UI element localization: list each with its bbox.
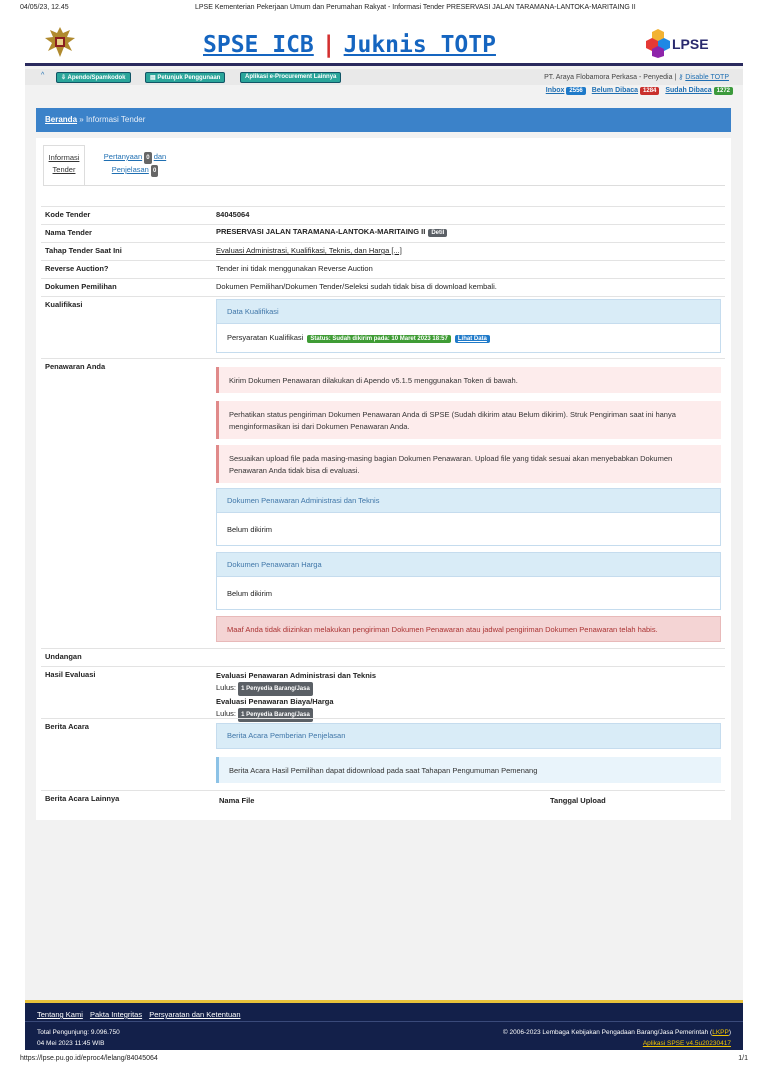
berita-acara-penjelasan-link[interactable]: Berita Acara Pemberian Penjelasan: [217, 724, 720, 748]
petunjuk-button[interactable]: ▤ Petunjuk Penggunaan: [145, 72, 225, 83]
hasil-harga-lulus-label: Lulus:: [216, 709, 237, 718]
penawaran-label: Penawaran Anda: [45, 362, 106, 371]
print-footer: [20, 1055, 748, 1062]
row-kualifikasi: [41, 296, 725, 358]
footer-copyright: © 2006-2023 Lembaga Kebijakan Pengadaan Barang/Jasa Pemerintah (LKPP) Aplikasi SPSE v4.5u20230417: [502, 1029, 731, 1047]
kualifikasi-panel-title: Data Kualifikasi: [217, 300, 720, 324]
dokumen-pemilihan-value: Dokumen Pemilihan/Dokumen Tender/Seleksi sudah tidak bisa di download kembali.: [216, 282, 497, 291]
footer-link-pakta[interactable]: Pakta Integritas: [89, 1010, 143, 1019]
hasil-admin-lulus-label: Lulus:: [216, 683, 237, 692]
row-berita-acara-lainnya: [41, 790, 725, 816]
row-nama-tender: [41, 224, 725, 242]
nama-tender-label: Nama Tender: [45, 228, 92, 237]
alert-status-pengiriman: Perhatikan status pengiriman Dokumen Penawaran Anda di SPSE (Sudah dikirim atau Belum dikirim). Struk Pengiriman saat ini hanya menginformasikan isi dari Dokumen Penawaran Anda.: [216, 401, 721, 439]
brand-juknis-link[interactable]: Juknis TOTP: [343, 32, 496, 58]
undangan-label: Undangan: [45, 652, 82, 661]
kualifikasi-status-badge: Status: Sudah dikirim pada: 10 Maret 2023 18:57: [307, 335, 450, 343]
panel-administrasi-status: Belum dikirim: [227, 525, 273, 534]
main-content: [36, 138, 731, 820]
apendo-button[interactable]: ⇩ Apendo/Spamkodok: [56, 72, 131, 83]
hasil-harga-badge: 1 Penyedia Barang/Jasa: [238, 708, 313, 722]
kualifikasi-panel: [216, 299, 721, 353]
spse-version-link[interactable]: Aplikasi SPSE v4.5u20230417: [642, 1040, 731, 1047]
berita-lainnya-label: Berita Acara Lainnya: [45, 794, 120, 803]
berita-acara-info: Berita Acara Hasil Pemilihan dapat didownload pada saat Tahapan Pengumuman Pemenang: [216, 757, 721, 783]
berita-acara-panel: [216, 723, 721, 749]
tab-divider: [43, 185, 725, 186]
user-info: [544, 73, 729, 81]
panel-harga-title: Dokumen Penawaran Harga: [217, 553, 720, 577]
inbox-link[interactable]: Inbox: [545, 87, 565, 94]
row-penawaran: [41, 358, 725, 648]
row-kode-tender: [41, 206, 725, 224]
tahap-tender-link[interactable]: Evaluasi Administrasi, Kualifikasi, Teknis, dan Harga [...]: [216, 246, 402, 255]
panel-harga-status: Belum dikirim: [227, 589, 273, 598]
read-link[interactable]: Sudah Dibaca: [665, 87, 712, 94]
col-nama-file: Nama File: [219, 796, 255, 805]
visitor-count: Total Pengunjung: 9.096.750: [37, 1029, 120, 1036]
hasil-evaluasi-list: [216, 670, 376, 722]
disable-totp-link[interactable]: Disable TOTP: [685, 74, 729, 81]
hasil-evaluasi-label: Hasil Evaluasi: [45, 670, 96, 679]
unread-link[interactable]: Belum Dibaca: [591, 87, 639, 94]
tab-pertanyaan-penjelasan[interactable]: Pertanyaan 0 dan Penjelasan 0: [95, 151, 175, 177]
lpse-logo-icon: [643, 28, 721, 58]
pertanyaan-count-badge: 0: [144, 152, 151, 164]
dokumen-pemilihan-label: Dokumen Pemilihan: [45, 282, 117, 291]
row-hasil-evaluasi: [41, 666, 725, 718]
print-page-number: 1/1: [738, 1055, 748, 1062]
brand-spse-link[interactable]: SPSE ICB: [203, 32, 314, 58]
lihat-data-button[interactable]: Lihat Data: [455, 335, 490, 343]
unread-count-badge: 1284: [640, 87, 659, 95]
footer-link-persyaratan[interactable]: Persyaratan dan Ketentuan: [149, 1010, 241, 1019]
lkpp-link[interactable]: LKPP: [712, 1029, 729, 1036]
lpse-logo-text: LPSE: [672, 36, 709, 52]
panel-administrasi-title: Dokumen Penawaran Administrasi dan Teknis: [217, 489, 720, 513]
print-header: [20, 4, 748, 16]
top-toolbar: [25, 69, 743, 85]
tab-informasi-tender[interactable]: Informasi Tender: [43, 145, 85, 185]
berita-acara-label: Berita Acara: [45, 722, 89, 731]
site-banner: [25, 18, 743, 66]
footer-links: [37, 1010, 246, 1019]
print-title: LPSE Kementerian Pekerjaan Umum dan Perumahan Rakyat - Informasi Tender PRESERVASI JALAN TARAMANA-LANTOKA-MARITAING II: [195, 4, 636, 11]
breadcrumb-home-link[interactable]: Beranda: [45, 115, 78, 124]
site-brand: [203, 32, 496, 58]
panel-penawaran-administrasi: [216, 488, 721, 546]
garuda-emblem-icon: [43, 24, 77, 60]
brand-separator: |: [321, 32, 336, 58]
reverse-auction-value: Tender ini tidak menggunakan Reverse Auction: [216, 264, 373, 273]
page-container: [25, 18, 743, 1050]
row-berita-acara: [41, 718, 725, 790]
alert-apendo: Kirim Dokumen Penawaran dilakukan di Apendo v5.1.5 menggunakan Token di bawah.: [216, 367, 721, 393]
persyaratan-kualifikasi-label: Persyaratan Kualifikasi: [227, 333, 304, 342]
footer-datetime: 04 Mei 2023 11:45 WIB: [37, 1040, 105, 1047]
collapse-caret-icon[interactable]: ^: [41, 72, 45, 79]
reverse-auction-label: Reverse Auction?: [45, 264, 109, 273]
print-url: https://lpse.pu.go.id/eproc4/lelang/84045064: [20, 1055, 158, 1062]
kode-tender-value: 84045064: [216, 210, 250, 219]
inbox-count-badge: 2556: [566, 87, 585, 95]
copyright-text: © 2006-2023 Lembaga Kebijakan Pengadaan Barang/Jasa Pemerintah (: [502, 1029, 713, 1036]
penjelasan-count-badge: 0: [151, 165, 158, 177]
kode-tender-label: Kode Tender: [45, 210, 91, 219]
alert-upload-file: Sesuaikan upload file pada masing-masing bagian Dokumen Penawaran. Upload file yang tidak sesuai akan menyebabkan Dokumen Penawaran Anda tidak bisa di evaluasi.: [216, 445, 721, 483]
read-count-badge: 1272: [714, 87, 733, 95]
row-tahap-tender: [41, 242, 725, 260]
row-dokumen-pemilihan: [41, 278, 725, 296]
user-name: PT. Araya Flobamora Perkasa - Penyedia |: [544, 74, 679, 81]
col-tanggal-upload: Tanggal Upload: [550, 796, 606, 805]
breadcrumb-current: Informasi Tender: [85, 115, 146, 124]
detil-button[interactable]: Detil: [428, 229, 447, 237]
row-undangan: [41, 648, 725, 666]
alert-pengiriman-ditolak: Maaf Anda tidak diizinkan melakukan pengiriman Dokumen Penawaran atau jadwal pengiriman Dokumen Penawaran telah habis.: [216, 616, 721, 642]
footer-divider: [25, 1021, 743, 1022]
footer-link-tentang[interactable]: Tentang Kami: [37, 1010, 83, 1019]
footer-stats: [37, 1027, 120, 1049]
site-footer: [25, 1000, 743, 1050]
kualifikasi-panel-body: [217, 324, 720, 352]
print-timestamp: 04/05/23, 12.45: [20, 4, 69, 11]
message-counters: [546, 87, 737, 95]
breadcrumb-separator: »: [79, 115, 84, 124]
aplikasi-lainnya-button[interactable]: Aplikasi e-Procurement Lainnya: [240, 72, 341, 83]
nama-tender-value: PRESERVASI JALAN TARAMANA-LANTOKA-MARITAING II Detil: [216, 227, 447, 237]
hasil-admin-title: Evaluasi Penawaran Administrasi dan Teknis: [216, 671, 377, 680]
hasil-admin-badge: 1 Penyedia Barang/Jasa: [238, 682, 313, 696]
row-reverse-auction: [41, 260, 725, 278]
tahap-tender-label: Tahap Tender Saat Ini: [45, 246, 122, 255]
key-icon: ⚷: [678, 74, 684, 81]
hasil-harga-title: Evaluasi Penawaran Biaya/Harga: [216, 697, 334, 706]
kualifikasi-label: Kualifikasi: [45, 300, 83, 309]
panel-penawaran-harga: [216, 552, 721, 610]
breadcrumb: [36, 108, 731, 132]
